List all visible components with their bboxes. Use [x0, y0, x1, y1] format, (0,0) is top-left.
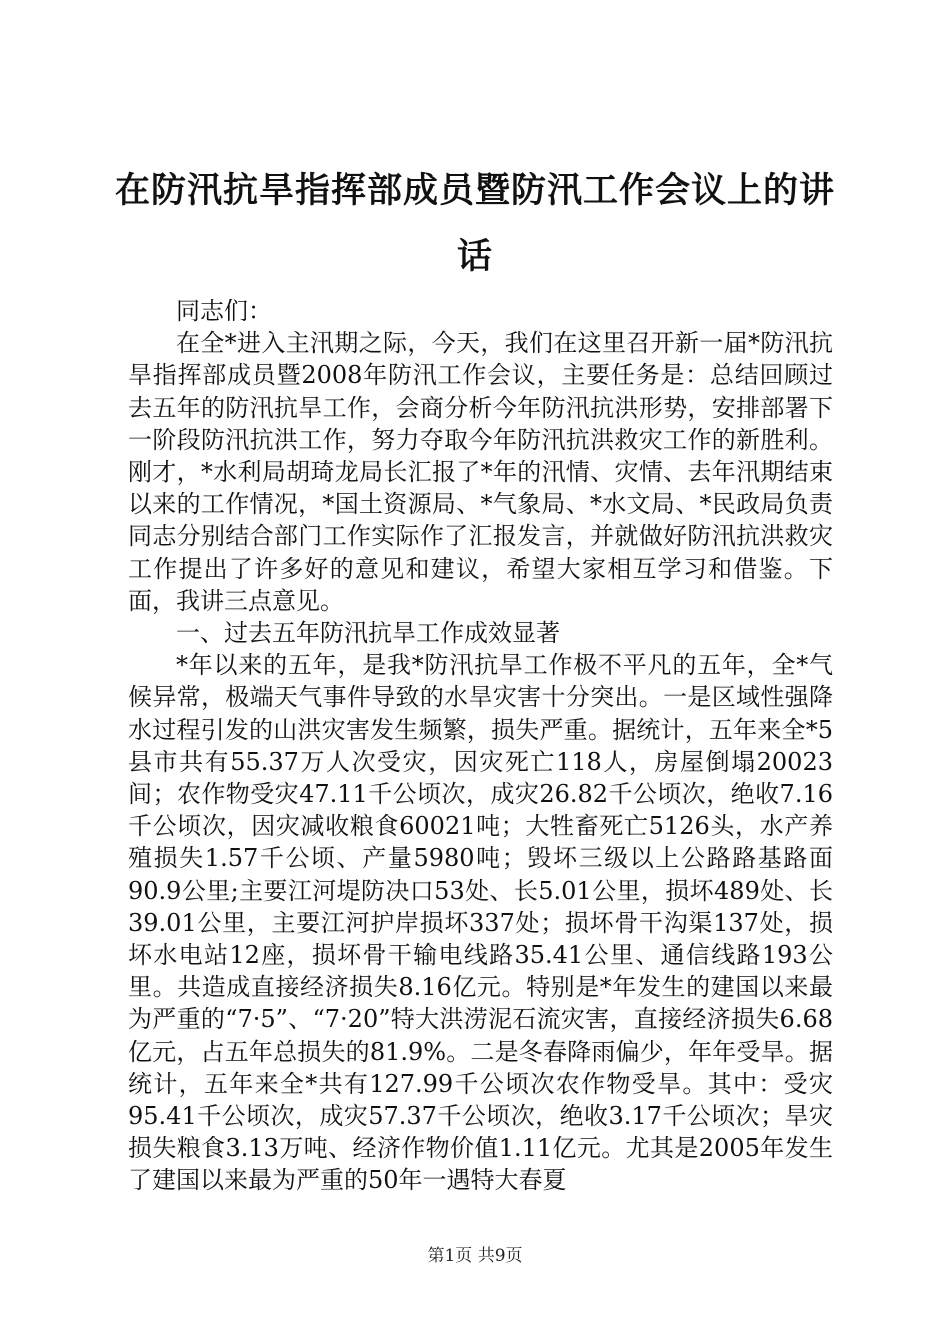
page-number-footer: 第1页 共9页: [427, 1246, 523, 1266]
paragraph-intro: 在全*进入主汛期之际，今天，我们在这里召开新一届*防汛抗旱指挥部成员暨2008年防汛工作会议，主要任务是：总结回顾过去五年的防汛抗旱工作，会商分析今年防汛抗洪形势，安排部署下一阶段防汛抗洪工作，努力夺取今年防汛抗洪救灾工作的新胜利。刚才，*水利局胡琦龙局长汇报了*年的汛情、灾情、去年汛期结束以来的工作情况，*国土资源局、*气象局、*水文局、*民政局负责同志分别结合部门工作实际作了汇报发言，并就做好防汛抗洪救灾工作提出了许多好的意见和建议，希望大家相互学习和借鉴。下面，我讲三点意见。: [128, 329, 833, 615]
salutation: 同志们：: [176, 297, 272, 325]
paragraph-review: *年以来的五年，是我*防汛抗旱工作极不平凡的五年，全*气候异常，极端天气事件导致的水旱灾害十分突出。一是区域性强降水过程引发的山洪灾害发生频繁，损失严重。据统计，五年来全*5县市共有55.37万人次受灾，因灾死亡118人，房屋倒塌20023间；农作物受灾47.11千公顷次，成灾26.82千公顷次，绝收7.16千公顷次，因灾减收粮食60021吨；大牲畜死亡5126头，水产养殖损失1.57千公顷、产量5980吨；毁坏三级以上公路路基路面90.9公里;主要江河堤防决口53处、长5.01公里，损坏489处、长39.01公里，主要江河护岸损坏337处；损坏骨干沟渠137处，损坏水电站12座，损坏骨干输电线路35.41公里、通信线路193公里。共造成直接经济损失8.16亿元。特别是*年发生的建国以来最为严重的“7·5”、“7·20”特大洪涝泥石流灾害，直接经济损失6.68亿元，占五年总损失的81.9%。二是冬春降雨偏少，年年受旱。据统计，五年来全*共有127.99千公顷次农作物受旱。其中：受灾95.41千公顷次，成灾57.37千公顷次，绝收3.17千公顷次；旱灾损失粮食3.13万吨、经济作物价值1.11亿元。尤其是2005年发生了建国以来最为严重的50年一遇特大春夏: [128, 651, 833, 1195]
document-body: [128, 295, 833, 1197]
section-heading: 一、过去五年防汛抗旱工作成效显著: [176, 619, 560, 648]
document-title: 在防汛抗旱指挥部成员暨防汛工作会议上的讲话: [114, 170, 835, 277]
